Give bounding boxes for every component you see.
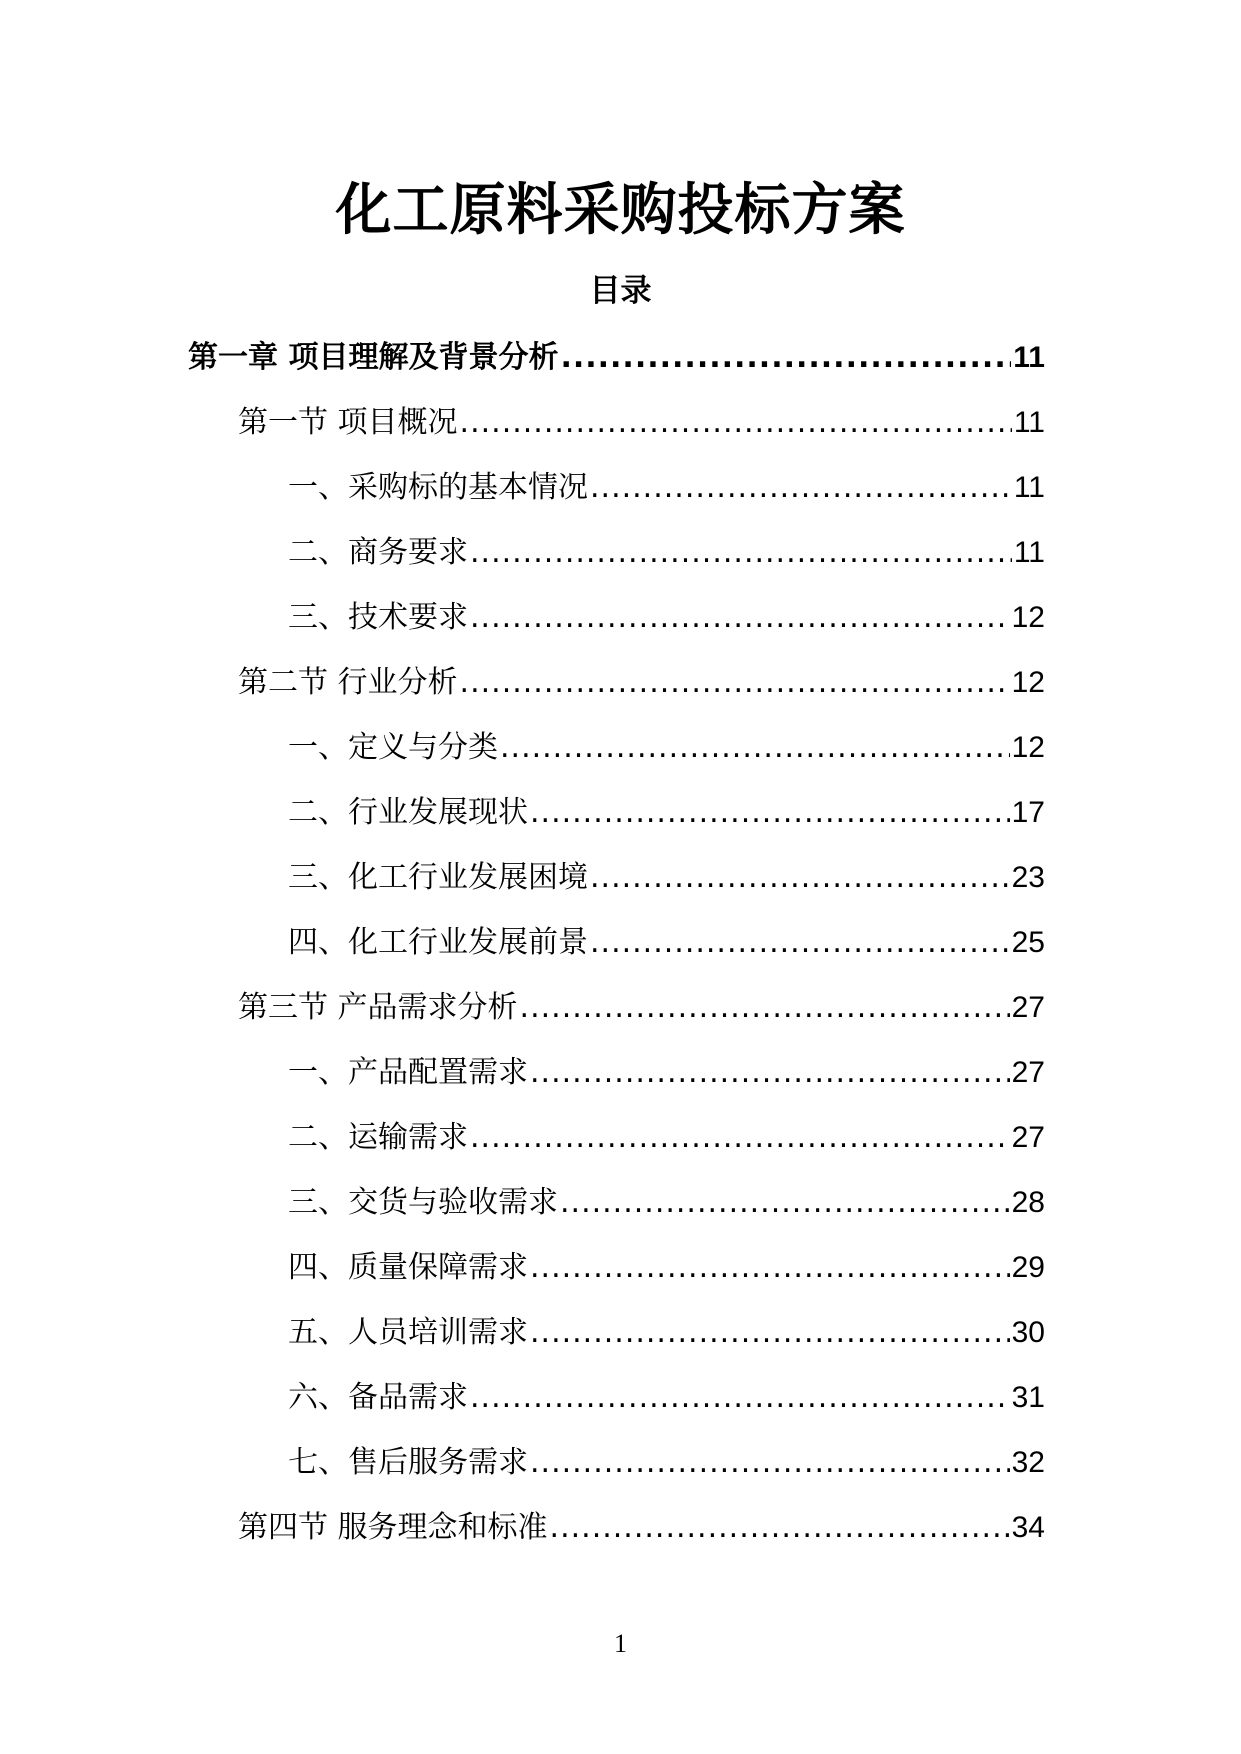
toc-entry-label: 第一节 项目概况	[238, 405, 458, 440]
toc-entry-label: 一、产品配置需求	[288, 1055, 528, 1090]
toc-dot-leader	[470, 596, 1010, 640]
toc-entry[interactable]	[238, 986, 1045, 1030]
toc-entry[interactable]	[288, 1441, 1045, 1485]
toc-dot-leader	[530, 1051, 1010, 1095]
toc-entry[interactable]	[288, 1181, 1045, 1225]
toc-entry[interactable]	[288, 791, 1045, 835]
document-title: 化工原料采购投标方案	[335, 178, 906, 243]
toc-entry-label: 四、质量保障需求	[288, 1250, 528, 1285]
toc-entry-page: 29	[1011, 1251, 1045, 1284]
toc-dot-leader	[470, 531, 1012, 575]
toc-entry-label: 第三节 产品需求分析	[238, 990, 518, 1025]
toc-entry[interactable]	[238, 661, 1045, 705]
toc-dot-leader	[470, 1376, 1010, 1420]
toc-entry-label: 第四节 服务理念和标准	[238, 1510, 548, 1545]
toc-dot-leader	[550, 1506, 1010, 1550]
toc-entry-page: 28	[1011, 1186, 1045, 1219]
toc-entry-label: 一、采购标的基本情况	[288, 470, 588, 505]
toc-entry-label: 七、售后服务需求	[288, 1445, 528, 1480]
toc-entry[interactable]	[288, 1376, 1045, 1420]
toc-entry[interactable]	[288, 466, 1045, 510]
toc-entry-page: 12	[1011, 731, 1045, 764]
toc-entry-label: 第一章 项目理解及背景分析	[188, 340, 559, 375]
toc-dot-leader	[530, 1311, 1010, 1355]
toc-dot-leader	[500, 726, 1010, 770]
toc-entry-page: 27	[1011, 991, 1045, 1024]
toc-entry-page: 11	[1013, 406, 1045, 439]
toc-entry-label: 三、技术要求	[288, 600, 468, 635]
toc-entry[interactable]	[288, 921, 1045, 965]
toc-entry-label: 三、交货与验收需求	[288, 1185, 558, 1220]
toc-entry-label: 二、运输需求	[288, 1120, 468, 1155]
toc-entry[interactable]	[288, 1116, 1045, 1160]
toc-entry[interactable]	[288, 856, 1045, 900]
toc-entry[interactable]	[238, 401, 1045, 445]
toc-dot-leader	[530, 1441, 1010, 1485]
toc-entry[interactable]	[288, 596, 1045, 640]
toc-entry-page: 12	[1011, 601, 1045, 634]
toc-dot-leader	[530, 1246, 1010, 1290]
toc-entry-page: 11	[1013, 536, 1045, 569]
toc-entry-page: 34	[1011, 1511, 1045, 1544]
toc-entry-page: 11	[1013, 341, 1045, 374]
toc-entry-page: 25	[1011, 926, 1045, 959]
page-number: 1	[614, 1629, 627, 1658]
toc-entry-label: 四、化工行业发展前景	[288, 925, 588, 960]
toc-entry[interactable]	[238, 1506, 1045, 1550]
toc-entry-label: 五、人员培训需求	[288, 1315, 528, 1350]
toc-heading: 目录	[589, 273, 652, 309]
toc-dot-leader	[460, 401, 1012, 445]
toc-entry[interactable]	[288, 1311, 1045, 1355]
toc-entry-label: 一、定义与分类	[288, 730, 498, 765]
toc-dot-leader	[560, 336, 1011, 380]
toc-dot-leader	[590, 921, 1010, 965]
toc-entry[interactable]	[288, 726, 1045, 770]
toc-entry-page: 30	[1011, 1316, 1045, 1349]
toc-entry-label: 第二节 行业分析	[238, 665, 458, 700]
toc-dot-leader	[460, 661, 1010, 705]
toc-dot-leader	[590, 466, 1012, 510]
toc-dot-leader	[560, 1181, 1010, 1225]
toc-entry-page: 27	[1011, 1121, 1045, 1154]
toc-entry-label: 二、行业发展现状	[288, 795, 528, 830]
toc-entry-label: 二、商务要求	[288, 535, 468, 570]
toc-entry-page: 23	[1011, 861, 1045, 894]
toc-entry-label: 三、化工行业发展困境	[288, 860, 588, 895]
toc-dot-leader	[520, 986, 1010, 1030]
toc-entry-page: 12	[1011, 666, 1045, 699]
toc-entry-page: 17	[1011, 796, 1045, 829]
toc-entry-page: 32	[1011, 1446, 1045, 1479]
toc-dot-leader	[470, 1116, 1010, 1160]
toc-entry[interactable]	[288, 1246, 1045, 1290]
toc-entry[interactable]	[288, 531, 1045, 575]
toc-dot-leader	[590, 856, 1010, 900]
toc-entry[interactable]	[288, 1051, 1045, 1095]
toc-entry-page: 11	[1013, 471, 1045, 504]
toc-entry-page: 31	[1011, 1381, 1045, 1414]
toc-entry-label: 六、备品需求	[288, 1380, 468, 1415]
toc-entry-page: 27	[1011, 1056, 1045, 1089]
toc-entry[interactable]	[188, 336, 1045, 380]
toc-dot-leader	[530, 791, 1010, 835]
